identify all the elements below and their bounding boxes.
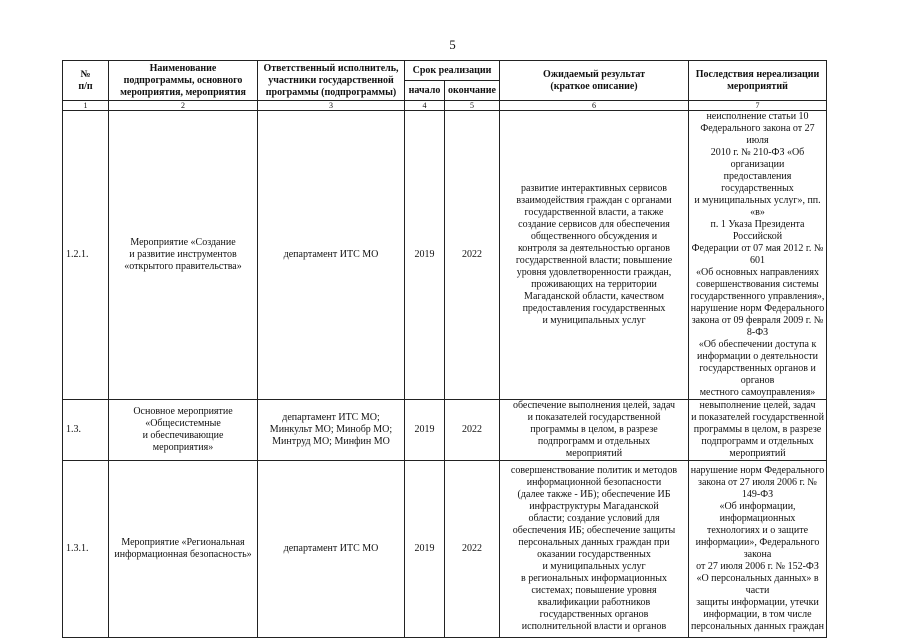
row-consequences: невыполнение целей, задач и показателей государственной программы в целом, в разрезе подпрограмм и отдельных мероприятий [689,400,827,461]
header-executor: Ответственный исполнитель, участники государственной программы (подпрограммы) [258,61,405,101]
row-executor: департамент ИТС МО [258,111,405,400]
table-row [63,461,827,638]
row-end-year: 2022 [445,400,500,461]
row-result: обеспечение выполнения целей, задач и показателей государственной программы в целом, в разрезе подпрограмм и отдельных мероприятий [500,400,689,461]
header-period: Срок реализации [405,61,500,81]
row-result: развитие интерактивных сервисов взаимодействия граждан с органами государственной власти, а также создание сервисов для обеспечения общественного обсуждения и контроля за деятельностью органов государственной власти; повышение уровня удовлетворенности граждан, проживающих на территории Магаданской области, качеством предоставления государственных и муниципальных услуг [500,111,689,400]
program-measures-table [62,60,827,638]
row-start-year: 2019 [405,461,445,638]
header-consequences: Последствия нереализации мероприятий [689,61,827,101]
row-num: 1.3. [63,400,109,461]
table-row [63,400,827,461]
row-start-year: 2019 [405,111,445,400]
row-executor: департамент ИТС МО [258,461,405,638]
column-index: 3 [258,101,405,111]
table-row [63,111,827,400]
row-consequences: неисполнение статьи 10 Федерального закона от 27 июля 2010 г. № 210-ФЗ «Об организации предоставления государственных и муниципальных услуг», пп. «в» п. 1 Указа Президента Российской Федерации от 07 мая 2012 г. № 601 «Об основных направлениях совершенствования системы государственного управления», нарушение норм Федерального закона от 09 февраля 2009 г. № 8-ФЗ «Об обеспечении доступа к информации о деятельности государственных органов и органов местного самоуправления» [689,111,827,400]
header-result: Ожидаемый результат (краткое описание) [500,61,689,101]
row-end-year: 2022 [445,111,500,400]
column-index: 4 [405,101,445,111]
column-index: 7 [689,101,827,111]
row-num: 1.3.1. [63,461,109,638]
column-index: 1 [63,101,109,111]
row-end-year: 2022 [445,461,500,638]
column-index: 2 [109,101,258,111]
row-executor: департамент ИТС МО; Минкульт МО; Минобр МО; Минтруд МО; Минфин МО [258,400,405,461]
header-num: № п/п [63,61,109,101]
row-name: Мероприятие «Создание и развитие инструментов «открытого правительства» [109,111,258,400]
header-end: окончание [445,81,500,101]
column-index-row [63,101,827,111]
row-num: 1.2.1. [63,111,109,400]
header-start: начало [405,81,445,101]
column-index: 6 [500,101,689,111]
page-number: 5 [449,37,456,52]
row-consequences: нарушение норм Федерального закона от 27 июля 2006 г. № 149-ФЗ «Об информации, информационных технологиях и о защите информации», Федерального закона от 27 июля 2006 г. № 152-ФЗ «О персональных данных» в части защиты информации, утечки информации, в том числе персональных данных граждан [689,461,827,638]
row-start-year: 2019 [405,400,445,461]
column-index: 5 [445,101,500,111]
row-result: совершенствование политик и методов информационной безопасности (далее также - ИБ); обеспечение ИБ инфраструктуры Магаданской области; создание условий для обеспечения ИБ; обеспечение защиты персональных данных граждан при оказании государственных и муниципальных услуг в региональных информационных системах; повышение уровня квалификации работников государственных органов исполнительной власти и органов [500,461,689,638]
row-name: Мероприятие «Региональная информационная безопасность» [109,461,258,638]
header-name: Наименование подпрограммы, основного мероприятия, мероприятия [109,61,258,101]
header-row [63,61,827,81]
row-name: Основное мероприятие «Общесистемные и обеспечивающие мероприятия» [109,400,258,461]
